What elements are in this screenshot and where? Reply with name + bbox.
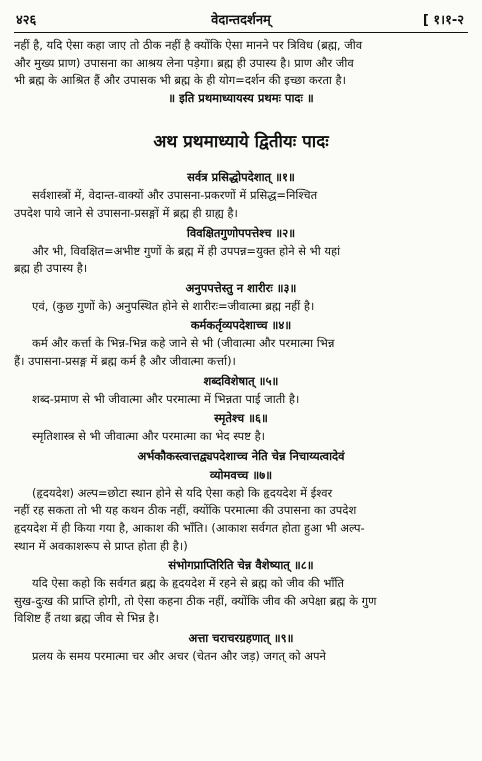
commentary-line: और भी, विवक्षित=अभीष्ट गुणों के ब्रह्म में ही उपपन्न=युक्त होने से भी यहां — [32, 243, 341, 258]
sutra-text: शब्दविशेषात् ॥५॥ — [203, 373, 279, 388]
commentary-line: स्मृतिशास्त्र से भी जीवात्मा और परमात्मा का भेद स्पष्ट है। — [32, 429, 266, 444]
commentary-line: एवं, (कुछ गुणों के) अनुपस्थित होने से शारीरः=जीवात्मा ब्रह्म नहीं है। — [32, 298, 315, 313]
sutra-text: संभोगप्राप्तिरिति चेन्न वैशेष्यात् ॥८॥ — [168, 558, 314, 573]
commentary-line: सुख-दुःख की प्राप्ति होगी, तो ऐसा कहना ठीक नहीं, क्योंकि जीव की अपेक्षा ब्रह्म के गुण — [14, 593, 377, 608]
sutra-text: विवक्षितगुणोपपत्तेश्च ॥२॥ — [186, 225, 296, 240]
page-header — [14, 10, 468, 30]
commentary-line: शब्द-प्रमाण से भी जीवात्मा और परमात्मा में भिन्नता पाई जाती है। — [32, 391, 300, 406]
commentary-line: नहीं रह सकता तो भी यह कथन ठीक नहीं, क्योंकि परमात्मा की उपासना का उपदेश — [14, 503, 357, 518]
sutra-8 — [14, 556, 468, 628]
commentary-line: उपदेश पाये जाने से उपासना-प्रसङ्गों में ब्रह्म ही ग्राह्य है। — [14, 205, 238, 220]
sutra-4 — [14, 316, 468, 370]
sutra-text: अनुपपत्तेस्तु न शारीरः ॥३॥ — [185, 280, 297, 295]
pada-end-line: ॥ इति प्रथमाध्यायस्य प्रथमः पादः ॥ — [168, 90, 314, 105]
commentary-line: (हृदयदेश) अल्प=छोटा स्थान होने से यदि ऐसा कहो कि हृदयदेश में ईश्वर — [32, 485, 333, 500]
sutra-text: स्मृतेश्च ॥६॥ — [214, 411, 268, 426]
commentary-line: प्रलय के समय परमात्मा चर और अचर (चेतन और जड़) जगत् को अपने — [32, 648, 326, 663]
section-reference: [ १।१-२ — [422, 13, 464, 28]
sutra-2 — [14, 224, 468, 278]
commentary-line: यदि ऐसा कहो कि सर्वगत ब्रह्म के हृदयदेश में रहने से ब्रह्म को जीव की भाँति — [32, 576, 345, 591]
top-paragraph — [14, 37, 468, 90]
sutra-3 — [14, 279, 468, 316]
commentary-line: स्थान में अवकाशरूप से प्राप्त होता ही है।) — [14, 538, 188, 553]
commentary-line: हृदयदेश में ही किया गया है, आकाश की भाँति। (आकाश सर्वगत होता हुआ भी अल्प- — [14, 520, 365, 535]
commentary-line: ब्रह्म ही उपास्य है। — [14, 261, 88, 276]
text-line: नहीं है, यदि ऐसा कहा जाए तो ठीक नहीं है क्योंकि ऐसा मानने पर त्रिविध (ब्रह्म, जीव — [14, 38, 363, 52]
sutra-9 — [14, 629, 468, 666]
sutra-6 — [14, 409, 468, 446]
header-rule — [14, 32, 468, 33]
page-number: ४२६ — [16, 13, 37, 28]
sutra-text: अर्भकौकस्त्वात्तद्व्यपदेशाच्च नेति चेन्न निचाय्यत्वादेवं — [137, 448, 345, 463]
commentary-line: सर्वशास्त्रों में, वेदान्त-वाक्यों और उपासना-प्रकरणों में प्रसिद्ध=निश्चित — [32, 188, 318, 203]
sutra-text: अत्ता चराचरग्रहणात् ॥९॥ — [188, 630, 294, 645]
running-title: वेदान्तदर्शनम् — [211, 13, 271, 28]
sutra-5 — [14, 372, 468, 409]
sutra-1 — [14, 168, 468, 222]
sutra-7 — [14, 447, 468, 555]
text-line: भी ब्रह्म के आश्रित हैं और उपासक भी ब्रह्म के ही योग=दर्शन की इच्छा करता है। — [14, 73, 347, 88]
text-line: और मुख्य प्राण) उपासना का आश्रय लेना पड़ेगा। ब्रह्म ही उपास्य है। प्राण और जीव — [14, 55, 354, 70]
sutra-text-continued: व्योमवच्च ॥७॥ — [209, 467, 273, 482]
chapter-title: अथ प्रथमाध्याये द्वितीयः पादः — [153, 132, 329, 153]
sutra-text: कर्मकर्तृव्यपदेशाच्च ॥४॥ — [190, 318, 292, 333]
sutra-text: सर्वत्र प्रसिद्धोपदेशात् ॥१॥ — [187, 170, 295, 185]
commentary-line: कर्म और कर्त्ता के भिन्न-भिन्न कहे जाने से भी (जीवात्मा और परमात्मा भिन्न — [32, 336, 335, 351]
commentary-line: विशिष्ट हैं तथा ब्रह्म जीव से भिन्न है। — [14, 611, 160, 626]
commentary-line: हैं। उपासना-प्रसङ्ग में ब्रह्म कर्म है और जीवात्मा कर्त्ता)। — [14, 353, 236, 368]
